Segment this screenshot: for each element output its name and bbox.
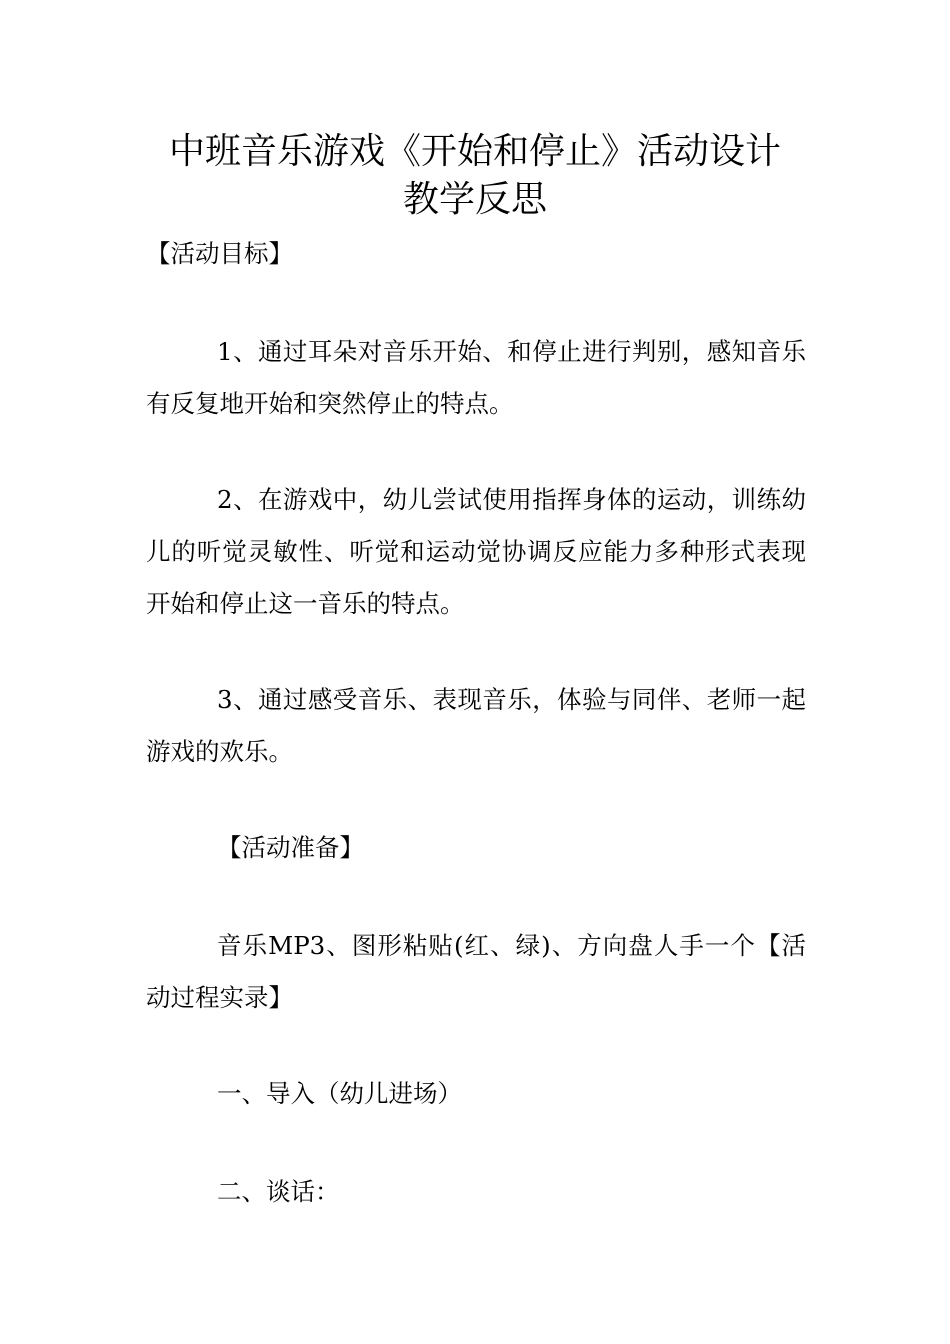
section-heading-goals: 【活动目标】 <box>146 239 293 268</box>
document-title-line-2: 教学反思 <box>402 179 547 220</box>
goal-paragraph-2: 2、在游戏中，幼儿尝试使用指挥身体的运动，训练幼儿的听觉灵敏性、听觉和运动觉协调反应能力多种形式表现开始和停止这一音乐的特点。 <box>146 485 806 618</box>
step-2-heading: 二、谈话： <box>217 1177 340 1206</box>
step-1-heading: 一、导入（幼儿进场） <box>217 1079 463 1108</box>
section-heading-preparation: 【活动准备】 <box>217 833 365 862</box>
document-title-line-1: 中班音乐游戏《开始和停止》活动设计 <box>168 131 781 172</box>
goal-paragraph-1: 1、通过耳朵对音乐开始、和停止进行判别，感知音乐有反复地开始和突然停止的特点。 <box>146 337 806 418</box>
preparation-paragraph: 音乐MP3、图形粘贴(红、绿)、方向盘人手一个【活动过程实录】 <box>146 931 806 1012</box>
goal-paragraph-3: 3、通过感受音乐、表现音乐，体验与同伴、老师一起游戏的欢乐。 <box>146 685 806 766</box>
